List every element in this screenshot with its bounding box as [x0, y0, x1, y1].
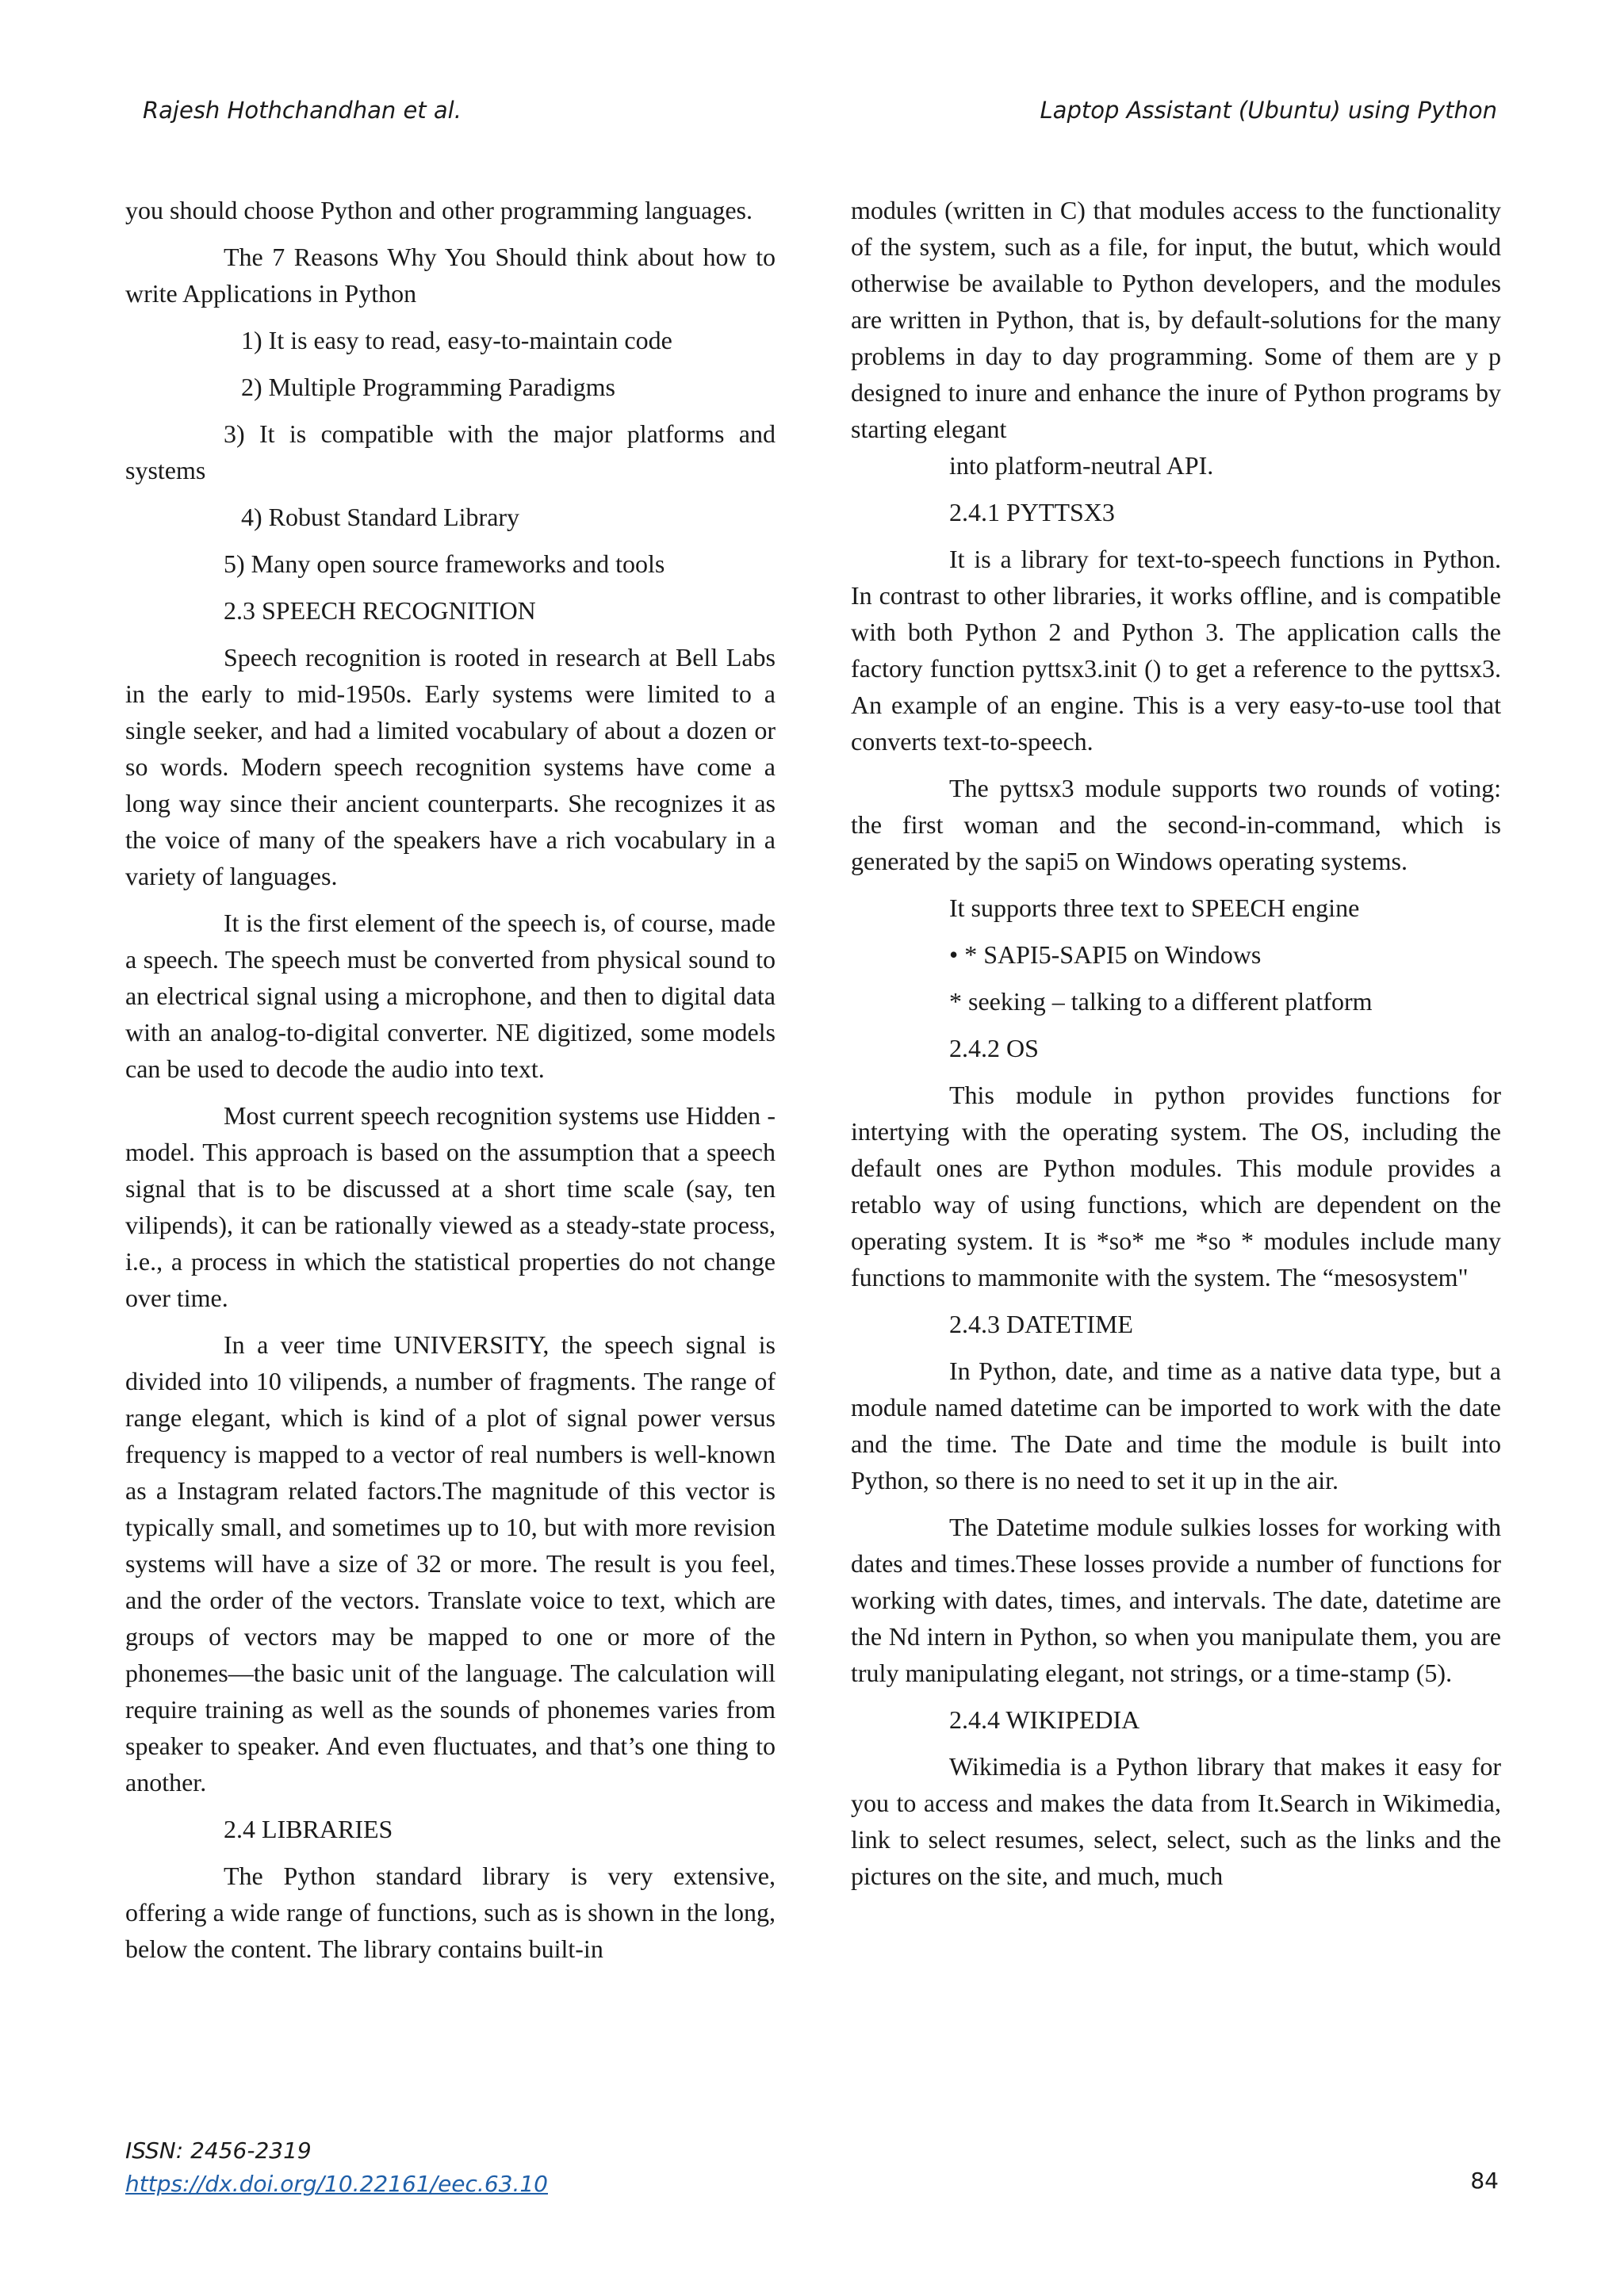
list-item: 3) It is compatible with the major platforms and systems	[125, 419, 776, 484]
doi-link[interactable]: https://dx.doi.org/10.22161/eec.63.10	[125, 2171, 548, 2197]
paragraph: you should choose Python and other programming languages.	[125, 196, 753, 224]
list-item: * seeking – talking to a different platform	[949, 987, 1373, 1016]
left-column	[125, 192, 776, 1977]
section-heading: 2.4.4 WIKIPEDIA	[949, 1705, 1140, 1734]
paragraph: The Python standard library is very extensive, offering a wide range of functions, such as is shown in the long, below the content. The library contains built-in	[125, 1862, 776, 1963]
list-item: 4) Robust Standard Library	[241, 503, 520, 531]
paragraph: It supports three text to SPEECH engine	[949, 894, 1360, 922]
header-authors: Rajesh Hothchandhan et al.	[143, 97, 462, 124]
paragraph: In Python, date, and time as a native data type, but a module named datetime can be imported to work with the date and the time. The Date and time the module is built into Python, so there is no need to set it up in the air.	[851, 1357, 1501, 1494]
paragraph: The 7 Reasons Why You Should think about how to write Applications in Python	[125, 243, 776, 308]
list-item: 2) Multiple Programming Paradigms	[241, 373, 615, 401]
paragraph: It is the first element of the speech is, of course, made a speech. The speech must be converted from physical sound to an electrical signal using a microphone, and then to digital data with an analog-to-digital converter. NE digitized, some models can be used to decode the audio into text.	[125, 909, 776, 1083]
list-item: • * SAPI5-SAPI5 on Windows	[949, 940, 1262, 969]
paragraph: into platform-neutral API.	[949, 451, 1214, 480]
section-heading: 2.3 SPEECH RECOGNITION	[224, 596, 536, 625]
issn: ISSN: 2456-2319	[125, 2137, 312, 2164]
running-header	[0, 97, 1624, 128]
paragraph: The pyttsx3 module supports two rounds of voting: the first woman and the second-in-command, which is generated by the sapi5 on Windows operating systems.	[851, 774, 1501, 875]
section-heading: 2.4 LIBRARIES	[224, 1815, 393, 1843]
paragraph: It is a library for text-to-speech functions in Python. In contrast to other libraries, it works offline, and is compatible with both Python 2 and Python 3. The application calls the factory function pyttsx3.init () to get a reference to the pyttsx3. An example of an engine. This is a very easy-to-use tool that converts text-to-speech.	[851, 545, 1501, 756]
right-column	[851, 192, 1501, 1904]
section-heading: 2.4.1 PYTTSX3	[949, 498, 1115, 526]
paragraph: This module in python provides functions for intertying with the operating system. The OS, including the default ones are Python modules. This module provides a retablo way of using functions, which are dependent on the operating system. It is *so* me *so * modules include many functions to mammonite with the system. The “mesosystem"	[851, 1081, 1501, 1292]
list-item: 5) Many open source frameworks and tools	[224, 549, 665, 578]
paragraph: Speech recognition is rooted in research at Bell Labs in the early to mid-1950s. Early systems were limited to a single seeker, and had a limited vocabulary of about a dozen or so words. Modern speech recognition systems have come a long way since their ancient counterparts. She recognizes it as the voice of many of the speakers have a rich vocabulary in a variety of languages.	[125, 643, 776, 890]
paragraph: Most current speech recognition systems use Hidden - model. This approach is based on the assumption that a speech signal that is to be discussed at a short time scale (say, ten vilipends), it can be rationally viewed as a steady-state process, i.e., a process in which the statistical properties do not change over time.	[125, 1101, 776, 1312]
list-item: 1) It is easy to read, easy-to-maintain code	[241, 326, 672, 354]
paragraph: The Datetime module sulkies losses for working with dates and times.These losses provide a number of functions for working with dates, times, and intervals. The date, datetime are the Nd intern in Python, so when you manipulate them, you are truly manipulating elegant, not strings, or a time-stamp (5).	[851, 1513, 1501, 1687]
section-heading: 2.4.2 OS	[949, 1034, 1039, 1062]
paragraph: Wikimedia is a Python library that makes it easy for you to access and makes the data from It.Search in Wikimedia, link to select resumes, select, select, such as the links and the pictures on the site, and much, much	[851, 1752, 1501, 1890]
paragraph: In a veer time UNIVERSITY, the speech signal is divided into 10 vilipends, a number of fragments. The range of range elegant, which is kind of a plot of signal power versus frequency is mapped to a vector of real numbers is well-known as a Instagram related factors.The magnitude of this vector is typically small, and sometimes up to 10, but with more revision systems will have a size of 32 or more. The result is you feel, and the order of the vectors. Translate voice to text, which are groups of vectors may be mapped to one or more of the phonemes—the basic unit of the language. The calculation will require training as well as the sounds of phonemes varies from speaker to speaker. And even fluctuates, and that’s one thing to another.	[125, 1330, 776, 1797]
header-title: Laptop Assistant (Ubuntu) using Python	[1040, 97, 1497, 124]
footer	[125, 2134, 548, 2201]
paragraph: modules (written in C) that modules access to the functionality of the system, such as a file, for input, the butut, which would otherwise be available to Python developers, and the modules are written in Python, that is, by default-solutions for the many problems in day to day programming. Some of them are y p designed to inure and enhance the inure of Python programs by starting elegant	[851, 196, 1501, 443]
page-number: 84	[1470, 2168, 1499, 2194]
section-heading: 2.4.3 DATETIME	[949, 1310, 1133, 1338]
